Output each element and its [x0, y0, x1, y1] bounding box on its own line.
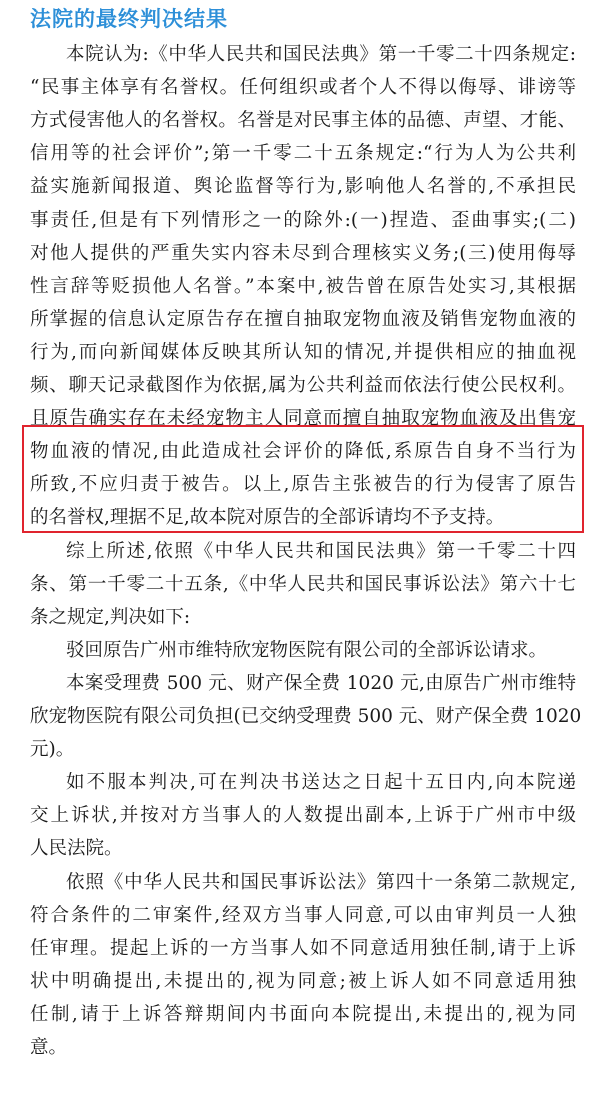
text-line: 符合条件的二审案件,经双方当事人同意,可以由审判员一人独	[30, 904, 576, 926]
text-line: 行为,而向新闻媒体反映其所认知的情况,并提供相应的抽血视	[30, 341, 576, 363]
text-line: 条之规定,判决如下:	[30, 606, 191, 628]
text-line: 信用等的社会评价”;第一千零二十五条规定:“行为人为公共利	[30, 143, 576, 165]
text-line: 任制,请于上诉答辩期间内书面向本院提出,未提出的,视为同	[30, 1003, 576, 1025]
section-heading: 法院的最终判决结果	[30, 7, 228, 31]
text-line: 本院认为:《中华人民共和国民法典》第一千零二十四条规定:	[66, 44, 576, 65]
text-line: 所掌握的信息认定原告存在擅自抽取宠物血液及销售宠物血液的	[30, 308, 576, 330]
text-line: 的名誉权,理据不足,故本院对原告的全部诉请均不予支持。	[30, 507, 505, 529]
text-line: 元)。	[30, 739, 75, 761]
text-line: 条、第一千零二十五条,《中华人民共和国民事诉讼法》第六十七	[30, 573, 576, 595]
text-line: 如不服本判决,可在判决书送达之日起十五日内,向本院递	[66, 772, 576, 794]
text-line: 事责任,但是有下列情形之一的除外:(一)捏造、歪曲事实;(二)	[30, 209, 576, 231]
text-line: “民事主体享有名誉权。任何组织或者个人不得以侮辱、诽谤等	[30, 77, 576, 99]
text-line: 益实施新闻报道、舆论监督等行为,影响他人名誉的,不承担民	[30, 176, 576, 198]
text-line: 综上所述,依照《中华人民共和国民法典》第一千零二十四	[66, 540, 576, 562]
highlight-box	[22, 425, 584, 533]
text-line: 方式侵害他人的名誉权。名誉是对民事主体的品德、声望、才能、	[30, 110, 576, 132]
text-line: 人民法院。	[30, 838, 123, 860]
text-line: 本案受理费 500 元、财产保全费 1020 元,由原告广州市维特	[66, 672, 576, 694]
text-line: 意。	[30, 1037, 68, 1058]
text-line: 任审理。提起上诉的一方当事人如不同意适用独任制,请于上诉	[30, 937, 576, 959]
text-line: 所致,不应归责于被告。以上,原告主张被告的行为侵害了原告	[30, 474, 576, 496]
text-line: 交上诉状,并按对方当事人的人数提出副本,上诉于广州市中级	[30, 805, 576, 827]
text-line: 物血液的情况,由此造成社会评价的降低,系原告自身不当行为	[30, 441, 576, 463]
text-line: 频、聊天记录截图作为依据,属为公共利益而依法行使公民权利。	[30, 375, 576, 396]
text-line: 驳回原告广州市维特欣宠物医院有限公司的全部诉讼请求。	[66, 639, 548, 661]
text-line: 状中明确提出,未提出的,视为同意;被上诉人如不同意适用独	[30, 970, 576, 992]
text-line: 欣宠物医院有限公司负担(已交纳受理费 500 元、财产保全费 1020	[30, 706, 582, 727]
text-line: 且原告确实存在未经宠物主人同意而擅自抽取宠物血液及出售宠	[30, 408, 576, 430]
text-line: 依照《中华人民共和国民事诉讼法》第四十一条第二款规定,	[66, 871, 576, 893]
text-line: 对他人提供的严重失实内容未尽到合理核实义务;(三)使用侮辱	[30, 242, 576, 264]
text-line: 性言辞等贬损他人名誉。”本案中,被告曾在原告处实习,其根据	[30, 275, 576, 297]
